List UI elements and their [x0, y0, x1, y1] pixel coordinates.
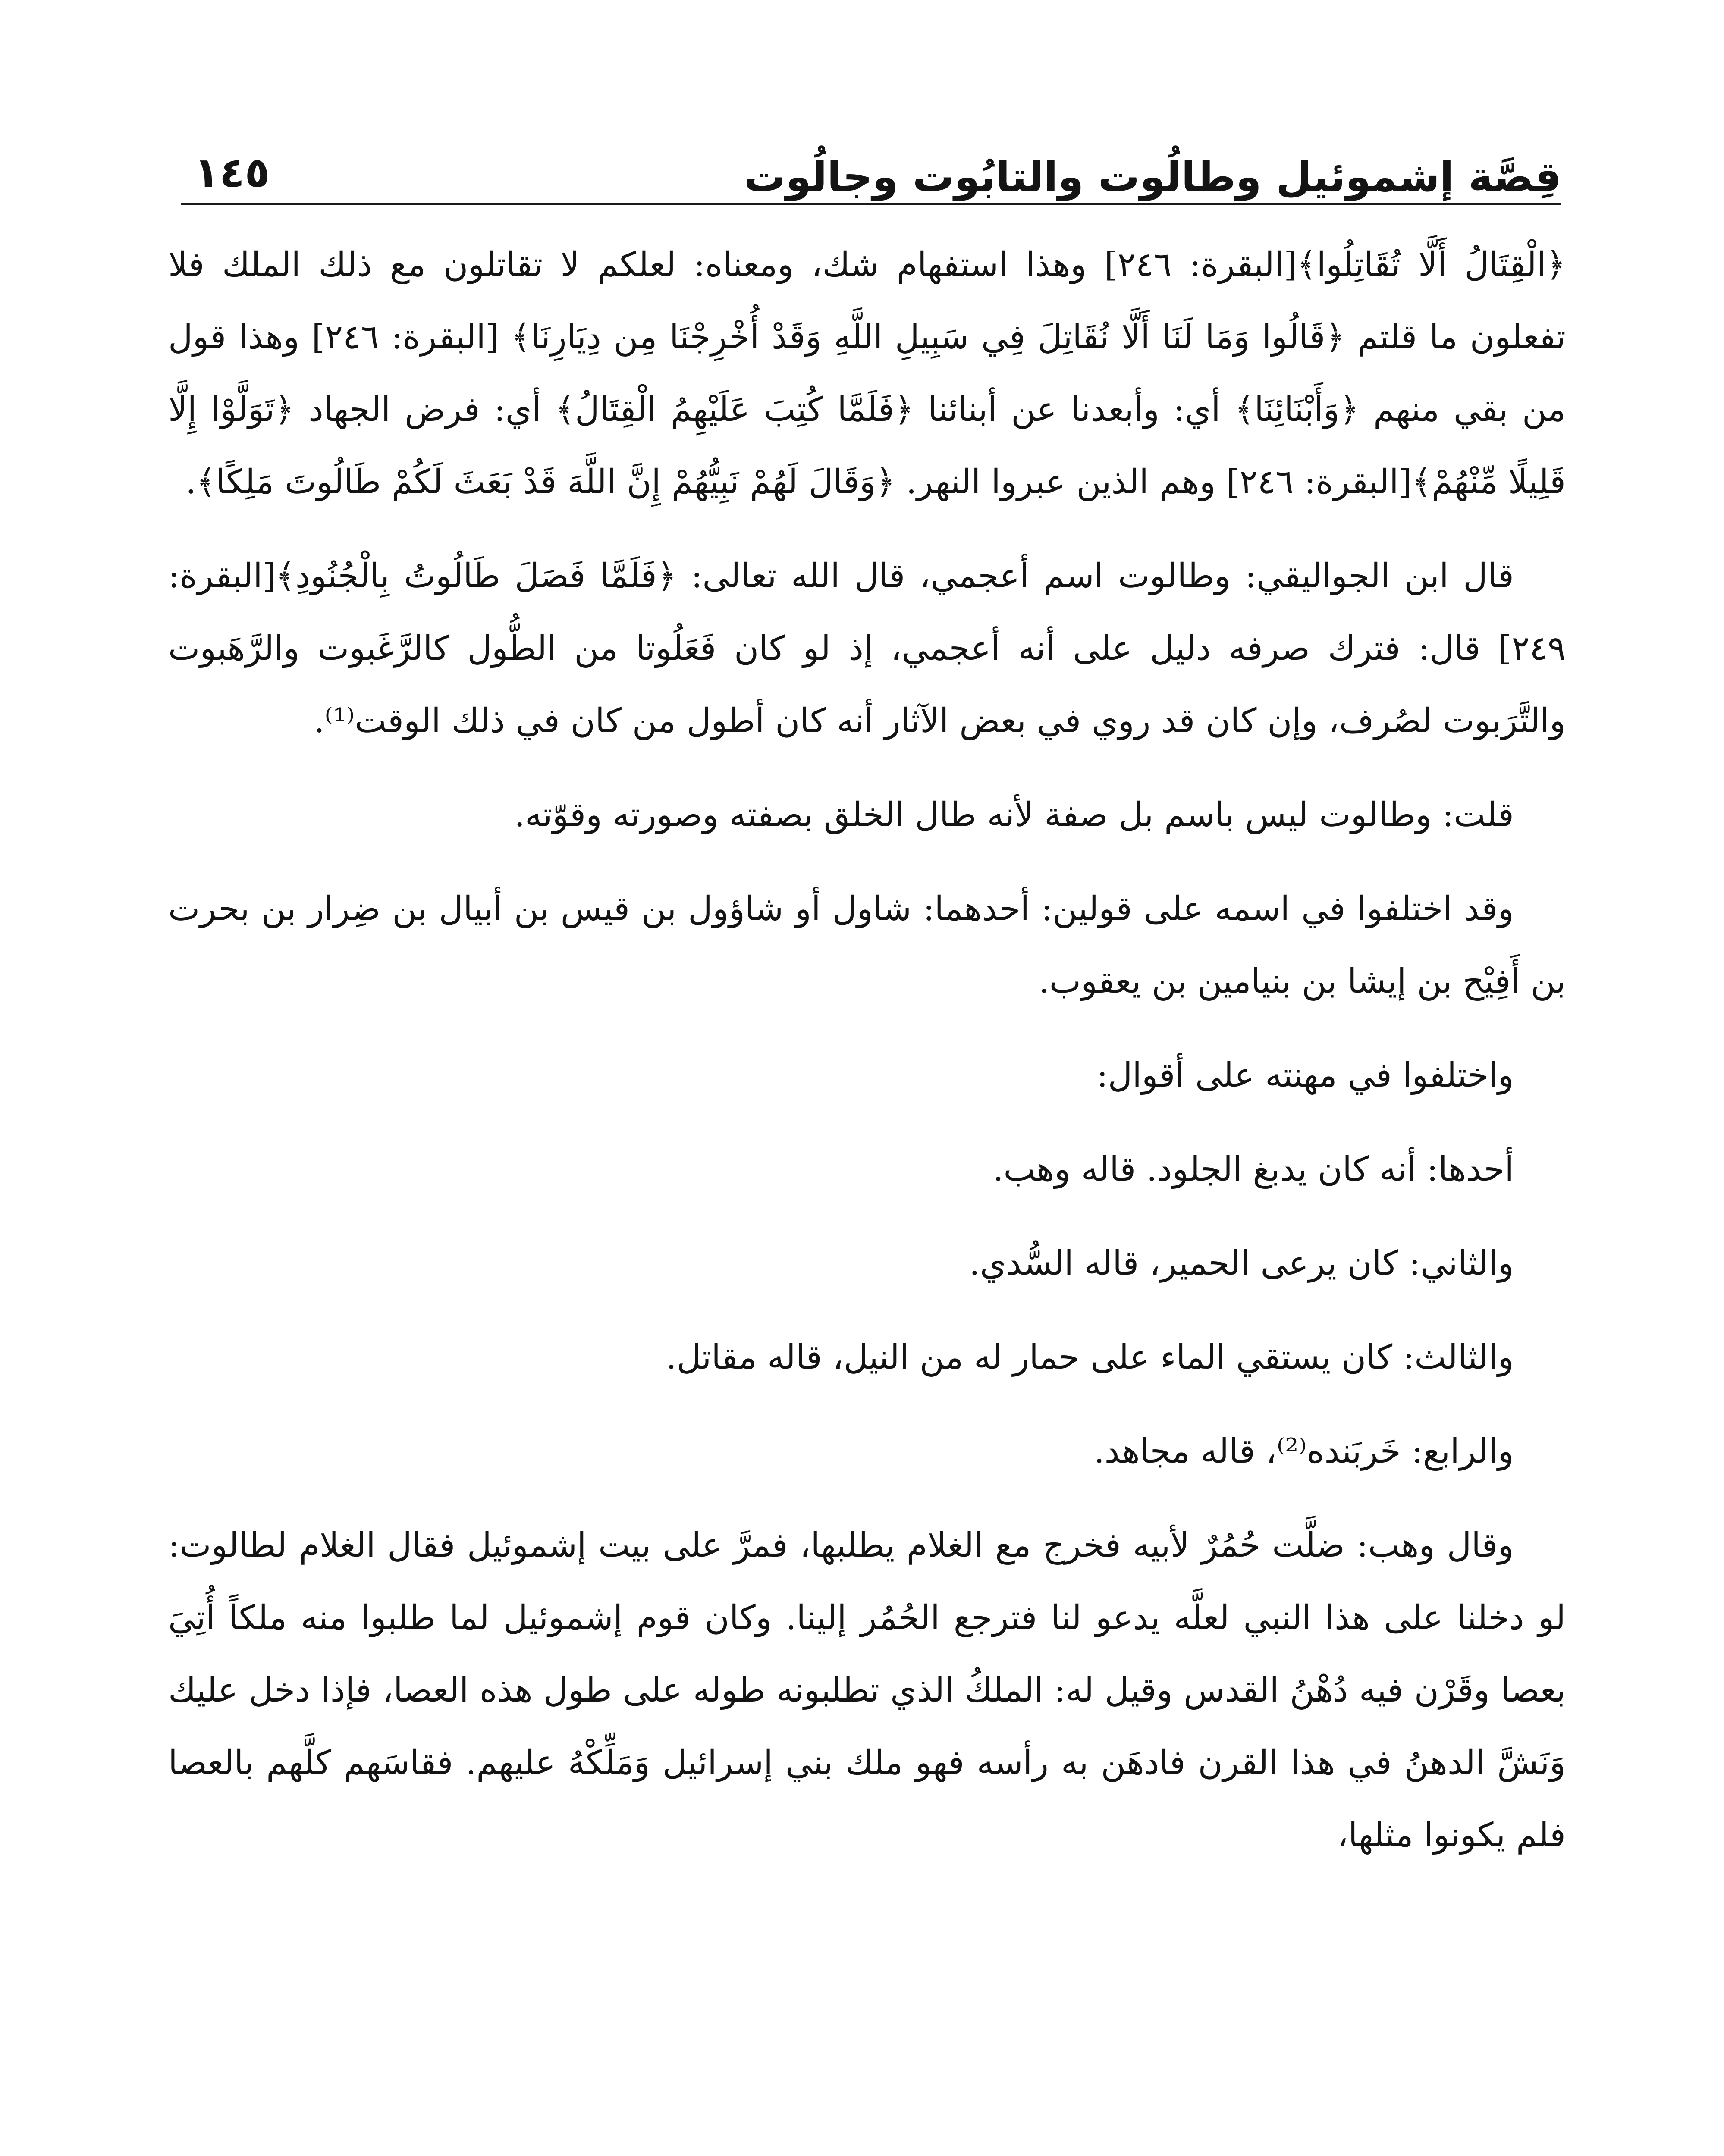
running-title: قِصَّة إشموئيل وطالُوت والتابُوت وجالُوت	[744, 153, 1561, 201]
list-item-second: والثاني: كان يرعى الحمير، قاله السُّدي.	[969, 1244, 1514, 1283]
paragraph-author-note: قلت: وطالوت ليس باسم بل صفة لأنه طال الخلق بصفته وصورته وقوّته.	[514, 796, 1514, 834]
list-item-third: والثالث: كان يستقي الماء على حمار له من النيل، قاله مقاتل.	[666, 1338, 1514, 1377]
paragraph-quran-continuation: ﴿الْقِتَالُ أَلَّا تُقَاتِلُوا﴾[البقرة: ٢٤٦] وهذا استفهام شك، ومعناه: لعلكم لا تقاتلون مع ذلك الملك فلا تفعلون ما قلتم ﴿قَالُوا وَمَا لَنَا أَلَّا نُقَاتِلَ فِي سَبِيلِ اللَّهِ وَقَدْ أُخْرِجْنَا مِن دِيَارِنَا﴾ [البقرة: ٢٤٦] وهذا قول من بقي منهم ﴿وَأَبْنَائِنَا﴾ أي: وأبعدنا عن أبنائنا ﴿فَلَمَّا كُتِبَ عَلَيْهِمُ الْقِتَالُ﴾ أي: فرض الجهاد ﴿تَوَلَّوْا إِلَّا قَلِيلًا مِّنْهُمْ﴾[البقرة: ٢٤٦] وهم الذين عبروا النهر. ﴿وَقَالَ لَهُمْ نَبِيُّهُمْ إِنَّ اللَّهَ قَدْ بَعَثَ لَكُمْ طَالُوتَ مَلِكًا﴾.	[168, 245, 1566, 501]
page-number: ١٤٥	[194, 148, 270, 197]
list-item-fourth: والرابع: خَربَنده⁽²⁾، قاله مجاهد.	[1093, 1432, 1514, 1471]
main-text	[168, 229, 1566, 1893]
paragraph-wahb-story: وقال وهب: ضلَّت حُمُرٌ لأبيه فخرج مع الغلام يطلبها، فمرَّ على بيت إشموئيل فقال الغلام لطالوت: لو دخلنا على هذا النبي لعلَّه يدعو لنا فترجع الحُمُر إلينا. وكان قوم إشموئيل لما طلبوا منه ملكاً أُتِيَ بعصا وقَرْن فيه دُهْنُ القدس وقيل له: الملكُ الذي تطلبونه طوله على طول هذه العصا، فإذا دخل عليك وَنَشَّ الدهنُ في هذا القرن فادهَن به رأسه فهو ملك بني إسرائيل وَمَلِّكْهُ عليهم. فقاسَهم كلَّهم بالعصا فلم يكونوا مثلها،	[168, 1526, 1566, 1855]
paragraph-ibn-jawaliqi: قال ابن الجواليقي: وطالوت اسم أعجمي، قال الله تعالى: ﴿فَلَمَّا فَصَلَ طَالُوتُ بِالْجُنُودِ﴾[البقرة: ٢٤٩] قال: فترك صرفه دليل على أنه أعجمي، إذ لو كان فَعَلُوتا من الطُّول كالرَّغَبوت والرَّهَبوت والتَّرَبوت لصُرف، وإن كان قد روي في بعض الآثار أنه كان أطول من كان في ذلك الوقت⁽¹⁾.	[168, 557, 1566, 740]
page-header	[181, 142, 1561, 211]
paragraph-name-opinions: وقد اختلفوا في اسمه على قولين: أحدهما: شاول أو شاؤول بن قيس بن أبيال بن ضِرار بن بحرت بن أَفِيْح بن إيشا بن بنيامين بن يعقوب.	[168, 890, 1566, 1001]
list-item-first: أحدها: أنه كان يدبغ الجلود. قاله وهب.	[992, 1150, 1514, 1189]
paragraph-profession-intro: واختلفوا في مهنته على أقوال:	[1096, 1056, 1514, 1095]
header-divider	[181, 203, 1561, 205]
